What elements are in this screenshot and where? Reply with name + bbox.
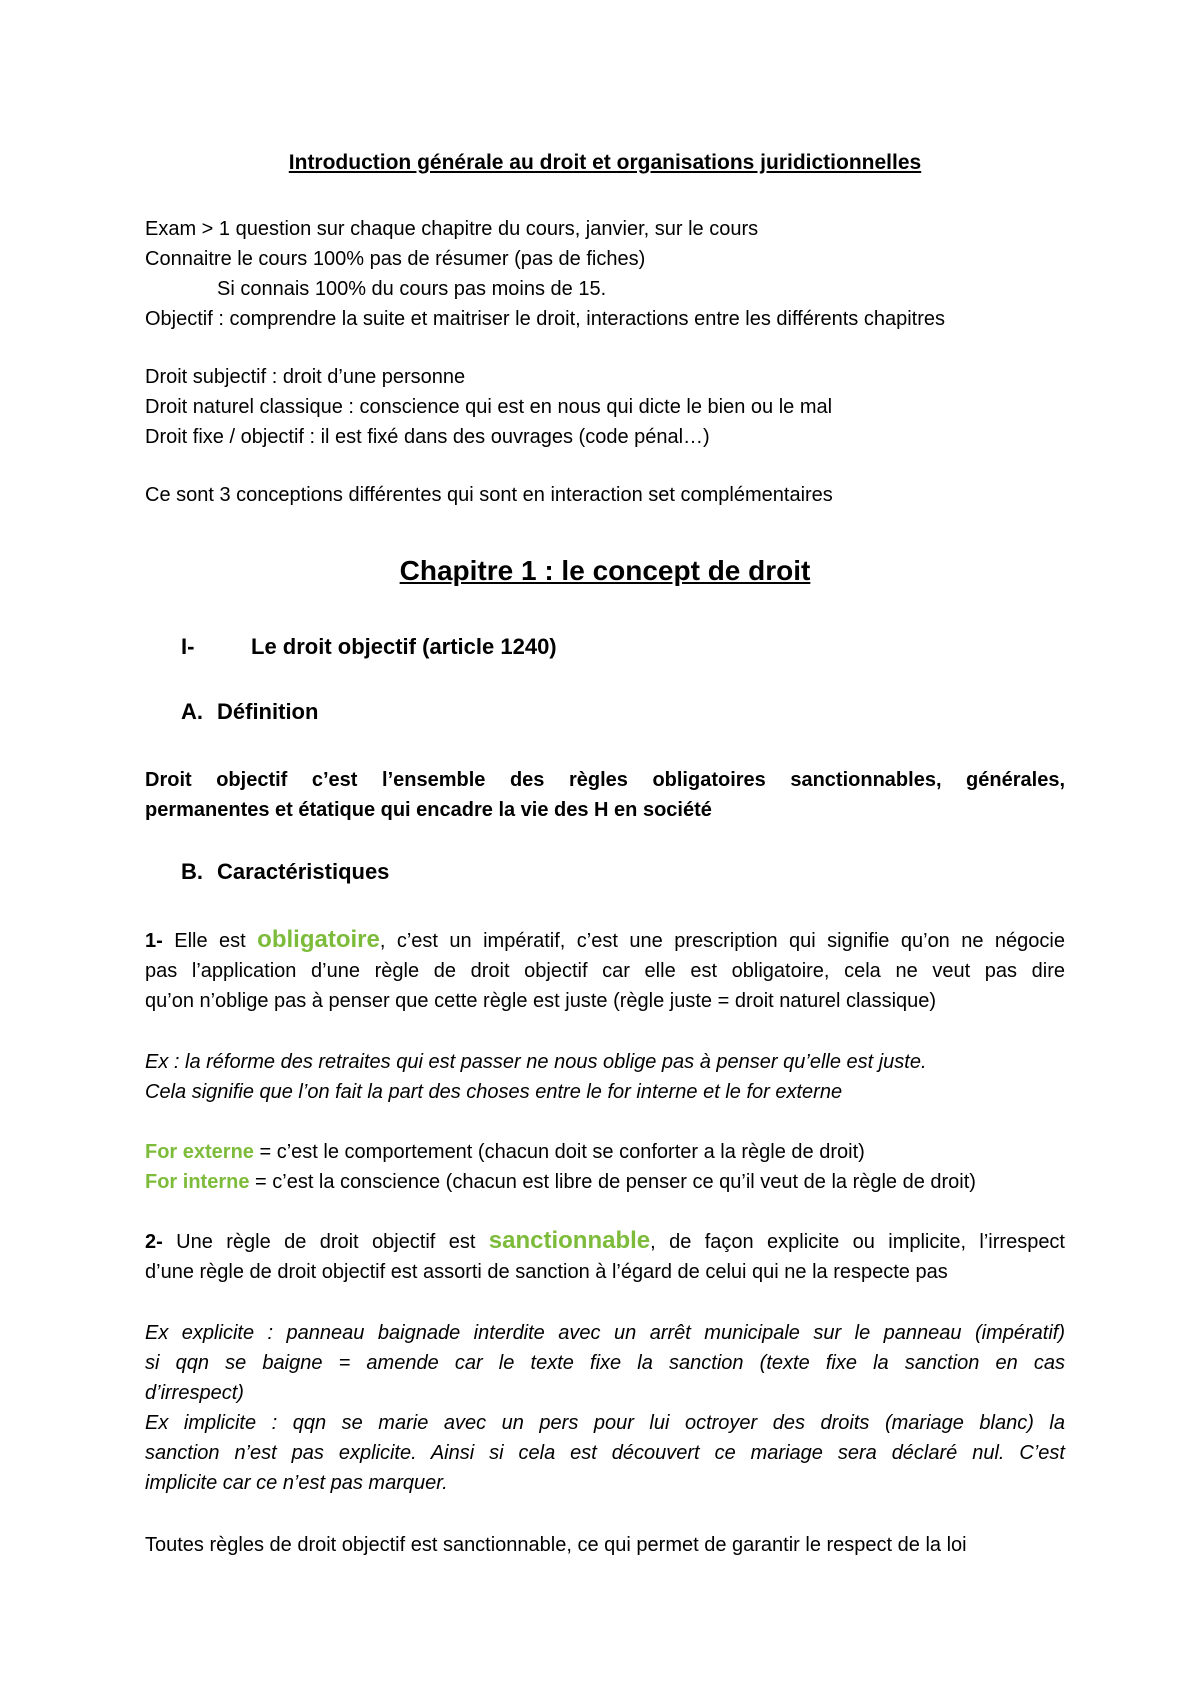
point-text: , de façon explicite ou implicite, l’irrespect	[650, 1231, 1065, 1253]
conclusion-line: Ce sont 3 conceptions différentes qui sont en interaction set complémentaires	[145, 484, 833, 506]
keyword-obligatoire: obligatoire	[257, 926, 380, 953]
definition-line: permanentes et étatique qui encadre la vie des H en société	[145, 799, 712, 821]
example-line: sanction n’est pas explicite. Ainsi si cela est découvert ce mariage sera déclaré nul. C’est	[145, 1442, 1065, 1464]
example-line: Ex explicite : panneau baignade interdite avec un arrêt municipale sur le panneau (impératif)	[145, 1322, 1065, 1344]
concepts-block	[145, 362, 1065, 452]
point-2-line: d’une règle de droit objectif est assorti de sanction à l’égard de celui qui ne la respecte pas	[145, 1261, 948, 1283]
intro-line: Exam > 1 question sur chaque chapitre du cours, janvier, sur le cours	[145, 218, 759, 240]
concept-line: Droit subjectif : droit d’une personne	[145, 366, 466, 388]
example-line: Ex : la réforme des retraites qui est passer ne nous oblige pas à penser qu’elle est juste.	[145, 1051, 927, 1073]
point-2-block	[145, 1226, 1065, 1287]
subsection-heading-b	[181, 857, 389, 887]
section-heading	[181, 632, 557, 662]
subsection-number: B.	[181, 859, 203, 884]
final-block	[145, 1530, 1065, 1560]
point-number: 1-	[145, 930, 163, 952]
final-line: Toutes règles de droit objectif est sanctionnable, ce qui permet de garantir le respect de la loi	[145, 1534, 967, 1556]
example-line: Cela signifie que l’on fait la part des choses entre le for interne et le for externe	[145, 1081, 843, 1103]
point-text: Une règle de droit objectif est	[162, 1231, 489, 1253]
example-line: Ex implicite : qqn se marie avec un pers pour lui octroyer des droits (mariage blanc) la	[145, 1412, 1065, 1434]
intro-block	[145, 214, 1065, 334]
concept-line: Droit naturel classique : conscience qui est en nous qui dicte le bien ou le mal	[145, 396, 833, 418]
point-1-line: pas l’application d’une règle de droit objectif car elle est obligatoire, cela ne veut pas dire	[145, 960, 1065, 982]
point-1-line	[145, 925, 1065, 956]
example-line: si qqn se baigne = amende car le texte fixe la sanction (texte fixe la sanction en cas	[145, 1352, 1065, 1374]
for-block	[145, 1137, 1065, 1197]
example-line: implicite car ce n’est pas marquer.	[145, 1472, 448, 1494]
keyword-sanctionnable: sanctionnable	[488, 1227, 651, 1254]
definition-block	[145, 765, 1065, 825]
intro-line: Si connais 100% du cours pas moins de 15.	[217, 278, 607, 300]
subsection-number: A.	[181, 699, 203, 724]
chapter-title: Chapitre 1 : le concept de droit	[399, 555, 811, 586]
for-interne-label: For interne	[145, 1171, 250, 1193]
point-1-line: qu’on n’oblige pas à penser que cette règle est juste (règle juste = droit naturel classique)	[145, 990, 937, 1012]
for-externe-text: = c’est le comportement (chacun doit se conforter a la règle de droit)	[253, 1141, 865, 1163]
point-text: Elle est	[162, 930, 258, 952]
subsection-label: Caractéristiques	[217, 859, 390, 884]
example-1-block	[145, 1047, 1065, 1107]
subsection-label: Définition	[217, 699, 319, 724]
example-line: d’irrespect)	[145, 1382, 244, 1404]
document-title: Introduction générale au droit et organisations juridictionnelles	[288, 151, 922, 174]
point-1-block	[145, 925, 1065, 1016]
point-number: 2-	[145, 1231, 163, 1253]
concept-line: Droit fixe / objectif : il est fixé dans des ouvrages (code pénal…)	[145, 426, 710, 448]
conclusion-block	[145, 480, 1065, 510]
subsection-heading-a	[181, 697, 318, 727]
for-externe-label: For externe	[145, 1141, 254, 1163]
for-interne-line	[145, 1167, 1065, 1197]
intro-line: Objectif : comprendre la suite et maitriser le droit, interactions entre les différents chapitres	[145, 308, 945, 330]
intro-line: Connaitre le cours 100% pas de résumer (pas de fiches)	[145, 248, 646, 270]
point-text: , c’est un impératif, c’est une prescription qui signifie qu’on ne négocie	[379, 930, 1065, 952]
point-2-line	[145, 1226, 1065, 1257]
for-externe-line	[145, 1137, 1065, 1167]
example-2-block	[145, 1318, 1065, 1498]
definition-line: Droit objectif c’est l’ensemble des règles obligatoires sanctionnables, générales,	[145, 769, 1065, 791]
section-label: Le droit objectif (article 1240)	[251, 634, 557, 659]
section-number: I-	[181, 634, 195, 659]
for-interne-text: = c’est la conscience (chacun est libre de penser ce qu’il veut de la règle de droit)	[249, 1171, 976, 1193]
